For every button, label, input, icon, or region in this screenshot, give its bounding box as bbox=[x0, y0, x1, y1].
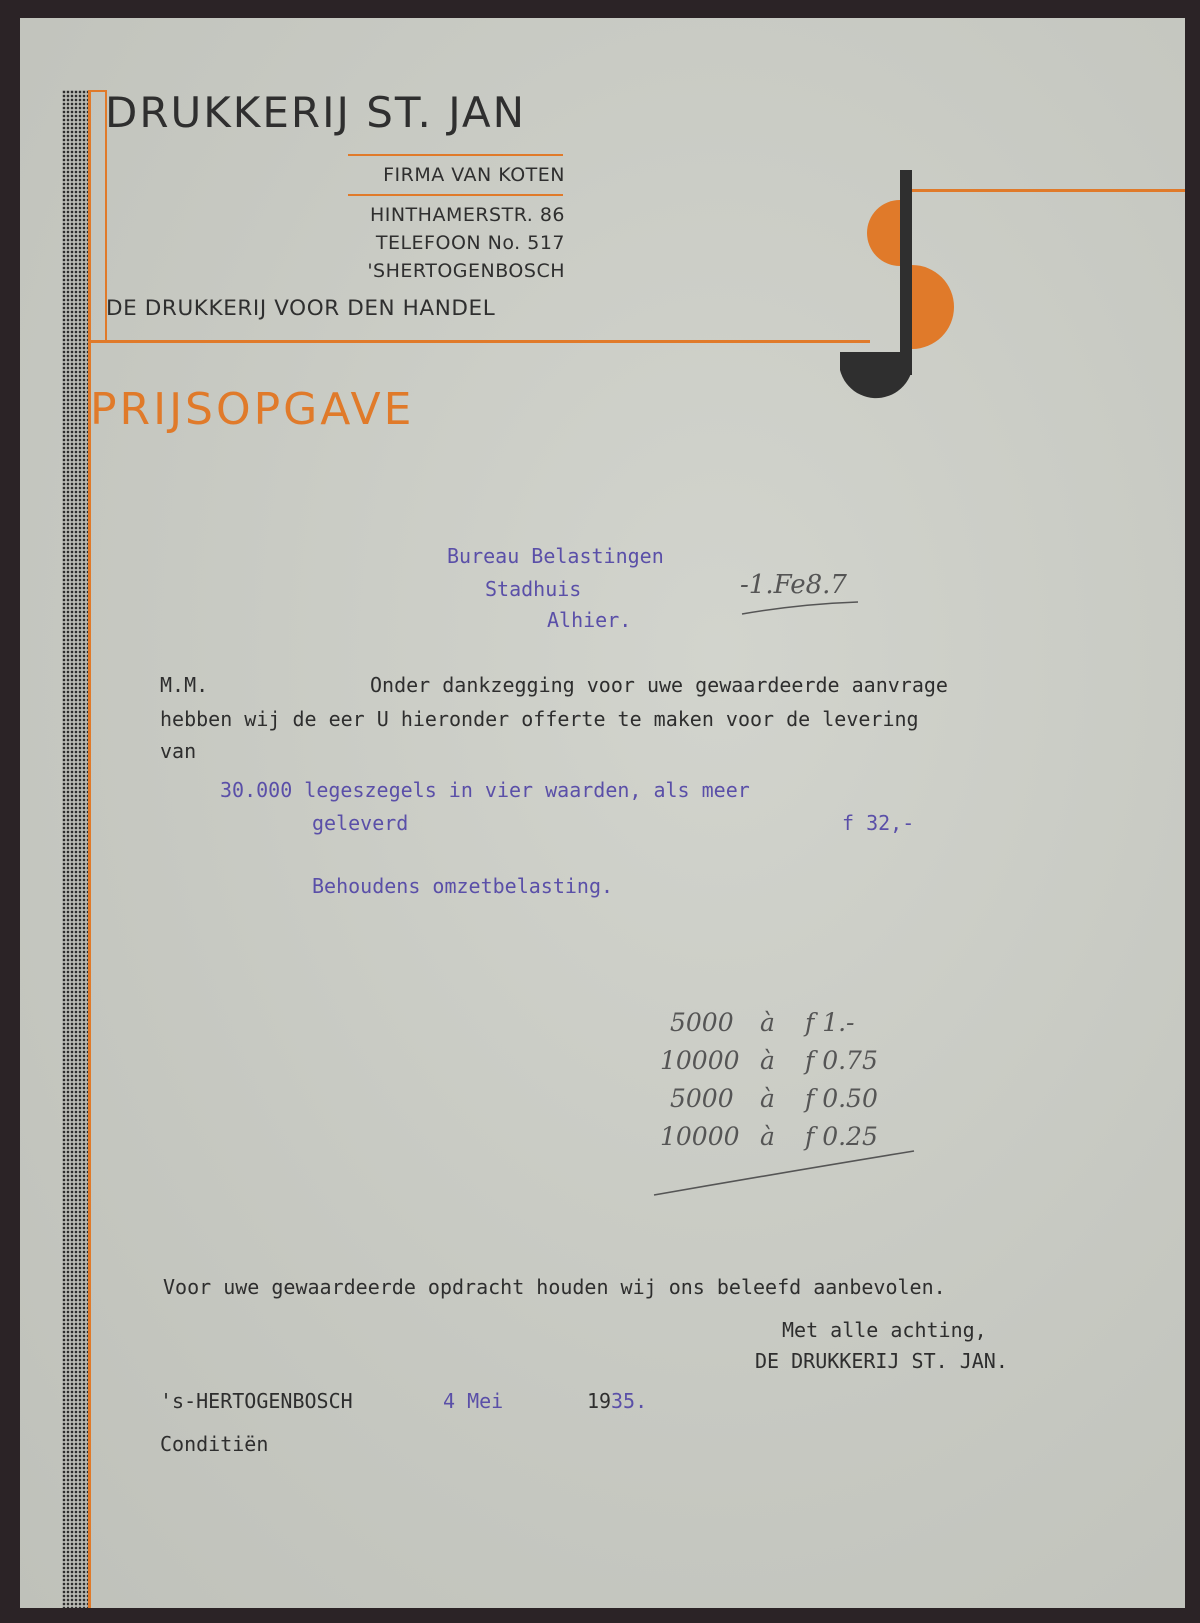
closing-regards: Met alle achting, bbox=[782, 1318, 987, 1342]
item-line-2: geleverd bbox=[312, 811, 409, 835]
body-line-2: hebben wij de eer U hieronder offerte te maken voor de levering bbox=[160, 707, 919, 731]
document-title: PRIJSOPGAVE bbox=[90, 384, 415, 435]
handwritten-qty: 10000 bbox=[660, 1046, 740, 1075]
body-line-1: Onder dankzegging voor uwe gewaardeerde aanvrage bbox=[370, 673, 948, 697]
item-line-1: 30.000 legeszegels in vier waarden, als meer bbox=[220, 778, 750, 802]
closing-signature: DE DRUKKERIJ ST. JAN. bbox=[755, 1349, 1008, 1373]
city-name: 'SHERTOGENBOSCH bbox=[367, 260, 565, 282]
street-address: HINTHAMERSTR. 86 bbox=[369, 204, 565, 226]
firm-name: FIRMA VAN KOTEN bbox=[383, 164, 565, 186]
handwritten-price: f 0.75 bbox=[805, 1046, 878, 1075]
tax-note: Behoudens omzetbelasting. bbox=[312, 874, 614, 898]
conditions-label: Conditiën bbox=[160, 1432, 269, 1456]
handwritten-price: f 0.25 bbox=[805, 1122, 878, 1151]
orange-firm-bottom-rule bbox=[348, 194, 563, 196]
company-tagline: DE DRUKKERIJ VOOR DEN HANDEL bbox=[106, 296, 496, 321]
handwritten-price: f 1.- bbox=[805, 1008, 855, 1037]
dotted-margin-bar bbox=[62, 90, 88, 1608]
recipient-line-2: Stadhuis bbox=[485, 577, 582, 601]
item-price: f 32,- bbox=[842, 811, 915, 835]
handwritten-qty: 5000 bbox=[670, 1008, 734, 1037]
closing-line: Voor uwe gewaardeerde opdracht houden wij ons beleefd aanbevolen. bbox=[163, 1275, 946, 1299]
handwritten-qty: 5000 bbox=[670, 1084, 734, 1113]
handwritten-qty: 10000 bbox=[660, 1122, 740, 1151]
orange-header-bottom-rule bbox=[88, 340, 870, 343]
letter-sheet bbox=[20, 18, 1185, 1608]
handwritten-price: f 0.50 bbox=[805, 1084, 878, 1113]
handwritten-margin-note: -1.Fe8.7 bbox=[740, 570, 847, 600]
date-day-month: 4 Mei bbox=[443, 1389, 504, 1413]
company-name: DRUKKERIJ ST. JAN bbox=[105, 88, 527, 137]
phone-number: TELEFOON No. 517 bbox=[375, 232, 565, 254]
handwritten-at: à bbox=[760, 1046, 775, 1075]
orange-header-left-rule bbox=[88, 90, 105, 92]
orange-vertical-rule bbox=[88, 90, 91, 1608]
orange-firm-top-rule bbox=[348, 154, 563, 156]
recipient-line-1: Bureau Belastingen bbox=[447, 544, 664, 568]
recipient-line-3: Alhier. bbox=[547, 608, 632, 632]
body-line-3: van bbox=[160, 739, 197, 763]
handwritten-at: à bbox=[760, 1008, 775, 1037]
date-century: 19 bbox=[587, 1389, 612, 1413]
margin-note-underline bbox=[740, 600, 860, 620]
place-name: 's-HERTOGENBOSCH bbox=[160, 1389, 353, 1413]
salutation: M.M. bbox=[160, 673, 209, 697]
handwritten-at: à bbox=[760, 1122, 775, 1151]
sj-monogram-icon bbox=[840, 170, 970, 410]
handwritten-at: à bbox=[760, 1084, 775, 1113]
handwritten-underline bbox=[650, 1143, 920, 1203]
date-year: 35. bbox=[611, 1389, 648, 1413]
